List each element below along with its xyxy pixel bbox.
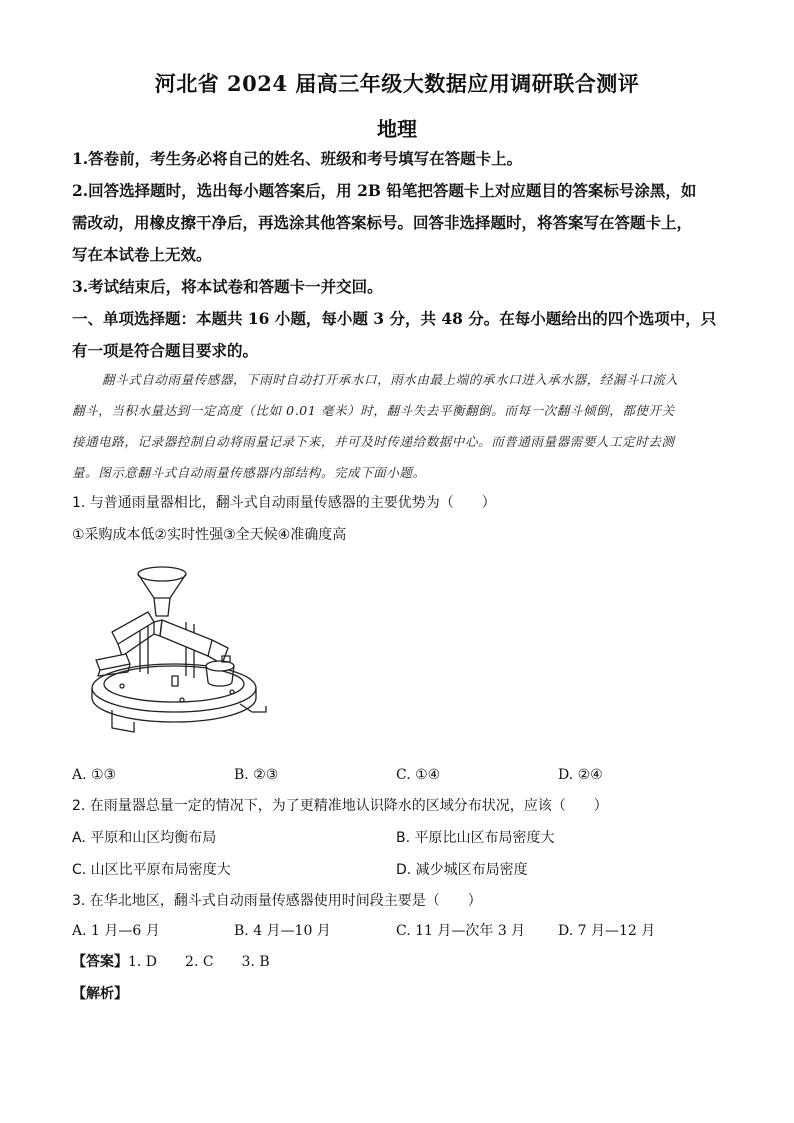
instruction-3: 3.考试结束后，将本试卷和答题卡一并交回。 xyxy=(72,277,383,296)
q1-option-b: B. ②③ xyxy=(234,767,279,783)
question-2-stem: 2. 在雨量器总量一定的情况下，为了更精准地认识降水的区域分布状况，应该（ ） xyxy=(72,798,608,814)
answer-line xyxy=(72,951,270,973)
instruction-2-line-2: 需改动，用橡皮擦干净后，再选涂其他答案标号。回答非选择题时，将答案写在答题卡上， xyxy=(72,213,693,232)
reading-passage-cont xyxy=(72,395,722,488)
passage-line-2: 翻斗，当积水量达到一定高度（比如 0.01 毫米）时，翻斗失去平衡翻倒。而每一次翻斗倾倒，都使开关 xyxy=(72,403,675,418)
question-1-items: ①采购成本低②实时性强③全天候④准确度高 xyxy=(72,527,347,543)
instruction-2-line-1: 2.回答选择题时，选出每小题答案后，用 2B 铅笔把答题卡上对应题目的答案标号涂黑，如 xyxy=(72,181,697,200)
rain-gauge-figure xyxy=(82,560,272,750)
passage-line-4: 量。图示意翻斗式自动雨量传感器内部结构。完成下面小题。 xyxy=(72,465,426,480)
q3-option-c: C. 11 月—次年 3 月 xyxy=(396,923,526,939)
q3-option-a: A. 1 月—6 月 xyxy=(72,923,160,939)
question-3-stem: 3. 在华北地区，翻斗式自动雨量传感器使用时间段主要是（ ） xyxy=(72,893,482,909)
q1-option-c: C. ①④ xyxy=(396,767,441,783)
answer-label: 【答案】 xyxy=(72,954,128,970)
section-heading-line-2: 有一项是符合题目要求的。 xyxy=(72,341,259,360)
q2-option-a: A. 平原和山区均衡布局 xyxy=(72,830,217,846)
q2-option-b: B. 平原比山区布局密度大 xyxy=(396,830,555,846)
passage-line-1: 翻斗式自动雨量传感器，下雨时自动打开承水口，雨水由最上端的承水口进入承水器，经漏斗口流入 xyxy=(102,372,679,387)
q3-option-d: D. 7 月—12 月 xyxy=(558,923,656,939)
q2-option-d: D. 减少城区布局密度 xyxy=(396,862,528,878)
q3-option-b: B. 4 月—10 月 xyxy=(234,923,331,939)
q2-option-c: C. 山区比平原布局密度大 xyxy=(72,862,231,878)
passage-line-3: 接通电路，记录器控制自动将雨量记录下来，并可及时传递给数据中心。而普通雨量器需要人工定时去测 xyxy=(72,434,675,449)
analysis-label: 【解析】 xyxy=(72,986,128,1002)
reading-passage xyxy=(102,364,722,395)
q1-option-a: A. ①③ xyxy=(72,767,117,783)
exam-page xyxy=(72,0,722,1123)
instructions xyxy=(72,143,722,367)
section-heading-line-1: 一、单项选择题：本题共 16 小题，每小题 3 分，共 48 分。在每小题给出的四个选项中，只 xyxy=(72,309,717,328)
page-title: 河北省 2024 届高三年级大数据应用调研联合测评 xyxy=(154,71,640,96)
question-1-stem: 1. 与普通雨量器相比，翻斗式自动雨量传感器的主要优势为（ ） xyxy=(72,495,496,511)
instruction-2-line-3: 写在本试卷上无效。 xyxy=(72,245,212,264)
q1-option-d: D. ②④ xyxy=(558,767,603,783)
instruction-1: 1.答卷前，考生务必将自己的姓名、班级和考号填写在答题卡上。 xyxy=(72,149,523,168)
analysis-line xyxy=(72,983,128,1005)
answer-values: 1. D 2. C 3. B xyxy=(128,954,270,970)
subject-title: 地理 xyxy=(377,117,417,141)
